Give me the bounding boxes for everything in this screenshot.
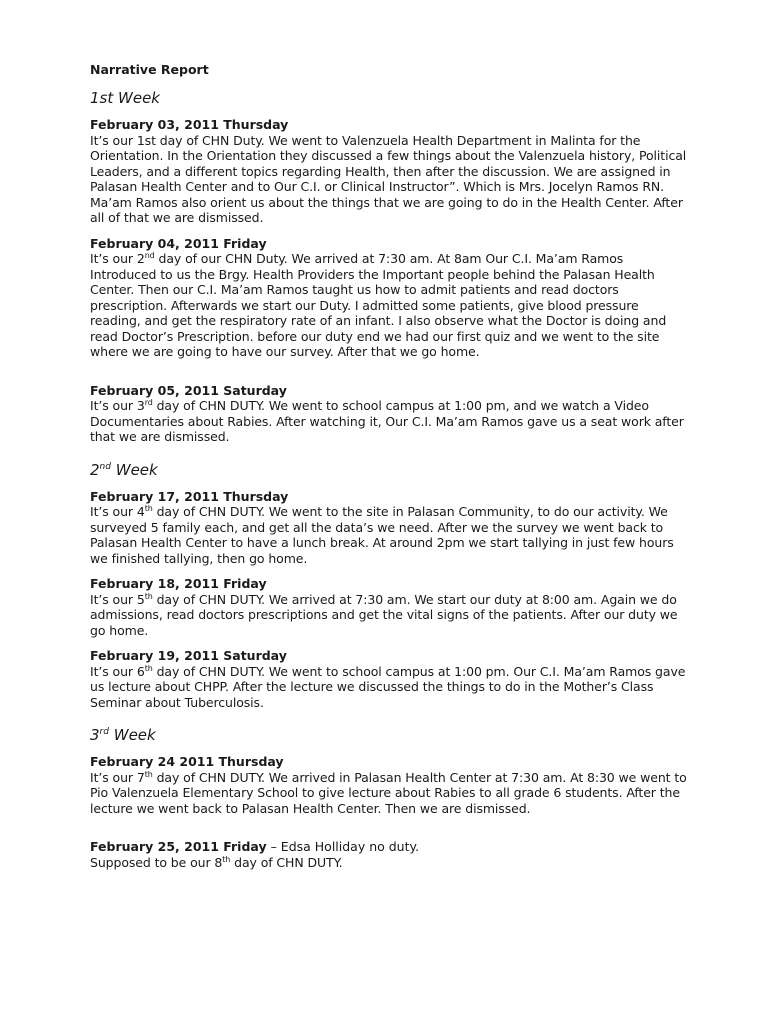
document-page	[90, 62, 690, 880]
ordinal-suffix: th	[144, 503, 153, 513]
diary-entry	[90, 489, 690, 567]
week-number: 2	[90, 460, 100, 479]
entry-text: day of our CHN Duty. We arrived at 7:30 am. At 8am Our C.I. Ma’am Ramos Introduced to us the Brgy. Health Providers the Important people behind the Palasan Health Center. Then our C.I. Ma’am Ramos taught us how to admit patients and read doctors prescription. Afterwards we start our Duty. I admitted some patients, give blood pressure reading, and get the respiratory rate of an infant. I also observe what the Doctor is doing and read Doctor’s Prescription. before our duty end we had our first quiz and we went to the site where we are going to have our survey. After that we go home.	[90, 251, 667, 359]
entry-date: February 04, 2011 Friday	[90, 235, 267, 251]
entry-date: February 03, 2011 Thursday	[90, 117, 289, 132]
entry-date: February 19, 2011 Saturday	[90, 648, 287, 663]
entry-date: February 24 2011 Thursday	[90, 754, 284, 769]
entry-date-text: February 25, 2011 Friday	[90, 839, 267, 854]
entry-body	[90, 592, 690, 639]
week-label: Week	[108, 726, 156, 744]
entry-date-note: – Edsa Holliday no duty.	[266, 839, 420, 854]
week-heading-1	[90, 88, 690, 108]
entry-text: day of CHN DUTY. We arrived at 7:30 am. We start our duty at 8:00 am. Again we do admissions, read doctors prescriptions and get the vital signs of the patients. After our duty we go home.	[90, 591, 678, 638]
entry-text: It’s our 7	[90, 769, 145, 785]
entry-text: day of CHN DUTY. We went to the site in Palasan Community, to do our activity. We surveyed 5 family each, and get all the data’s we need. After we the survey we went back to Palasan Health Center to have a lunch break. At around 2pm we start tallying in just few hours we finished tallying, then go home.	[90, 504, 674, 566]
diary-entry	[90, 839, 690, 870]
entry-body	[90, 398, 690, 445]
entry-text: day of CHN DUTY. We went to school campus at 1:00 pm, and we watch a Video Documentaries about Rabies. After watching it, Our C.I. Ma’am Ramos gave us a seat work after that we are dismissed.	[90, 398, 684, 444]
entry-text: day of CHN DUTY. We arrived in Palasan Health Center at 7:30 am. At 8:30 we went to Pio Valenzuela Elementary School to give lecture about Rabies to all grade 6 students. After the lecture we went back to Palasan Health Center. Then we are dismissed.	[90, 769, 687, 816]
diary-entry	[90, 117, 690, 226]
ordinal-suffix: rd	[144, 397, 153, 407]
entry-body	[90, 855, 690, 871]
entry-body	[90, 251, 690, 360]
ordinal-suffix: nd	[99, 461, 111, 472]
entry-body	[90, 504, 690, 566]
entry-text: It’s our 1st day of CHN Duty. We went to Valenzuela Health Department in Malinta for the Orientation. In the Orientation they discussed a few things about the Valenzuela history, Political Leaders, and a different topics regarding Health, then after the discussion. We are assigned in Palasan Health Center and to Our C.I. or Clinical Instructor”. Which is Mrs. Jocelyn Ramos RN. Ma’am Ramos also orient us about the things that we are going to do in the Health Center. After all of that we are dismissed.	[90, 132, 687, 225]
ordinal-suffix: rd	[99, 727, 109, 737]
entry-text: It’s our 6	[90, 663, 145, 679]
ordinal-suffix: nd	[144, 250, 155, 260]
entry-date: February 18, 2011 Friday	[90, 576, 267, 591]
diary-entry	[90, 383, 690, 445]
entry-text: It’s our 3	[90, 398, 145, 413]
entry-date: February 05, 2011 Saturday	[90, 382, 287, 398]
entry-text: It’s our 5	[90, 591, 145, 607]
week-label: Week	[110, 460, 158, 479]
entry-text: day of CHN DUTY.	[230, 854, 343, 870]
entry-date: February 17, 2011 Thursday	[90, 488, 289, 504]
week-number: 3	[90, 726, 100, 744]
diary-entry	[90, 754, 690, 816]
week-number: 1	[90, 89, 100, 107]
week-heading-3	[90, 725, 690, 745]
diary-entry	[90, 648, 690, 710]
ordinal-suffix: th	[144, 591, 153, 601]
week-heading-2	[90, 460, 690, 480]
diary-entry	[90, 236, 690, 360]
ordinal-suffix: th	[144, 663, 153, 673]
diary-entry	[90, 576, 690, 638]
week-label: st Week	[99, 89, 160, 107]
document-title: Narrative Report	[90, 62, 209, 77]
ordinal-suffix: th	[222, 854, 231, 864]
entry-date	[90, 839, 690, 855]
ordinal-suffix: th	[144, 769, 153, 779]
entry-body	[90, 770, 690, 817]
entry-text: It’s our 4	[90, 504, 145, 519]
entry-text: It’s our 2	[90, 251, 145, 266]
entry-body	[90, 133, 690, 226]
entry-text: day of CHN DUTY. We went to school campus at 1:00 pm. Our C.I. Ma’am Ramos gave us lecture about CHPP. After the lecture we discussed the things to do in the Mother’s Class Seminar about Tuberculosis.	[90, 663, 686, 710]
entry-text: Supposed to be our 8	[90, 854, 223, 870]
entry-body	[90, 664, 690, 711]
